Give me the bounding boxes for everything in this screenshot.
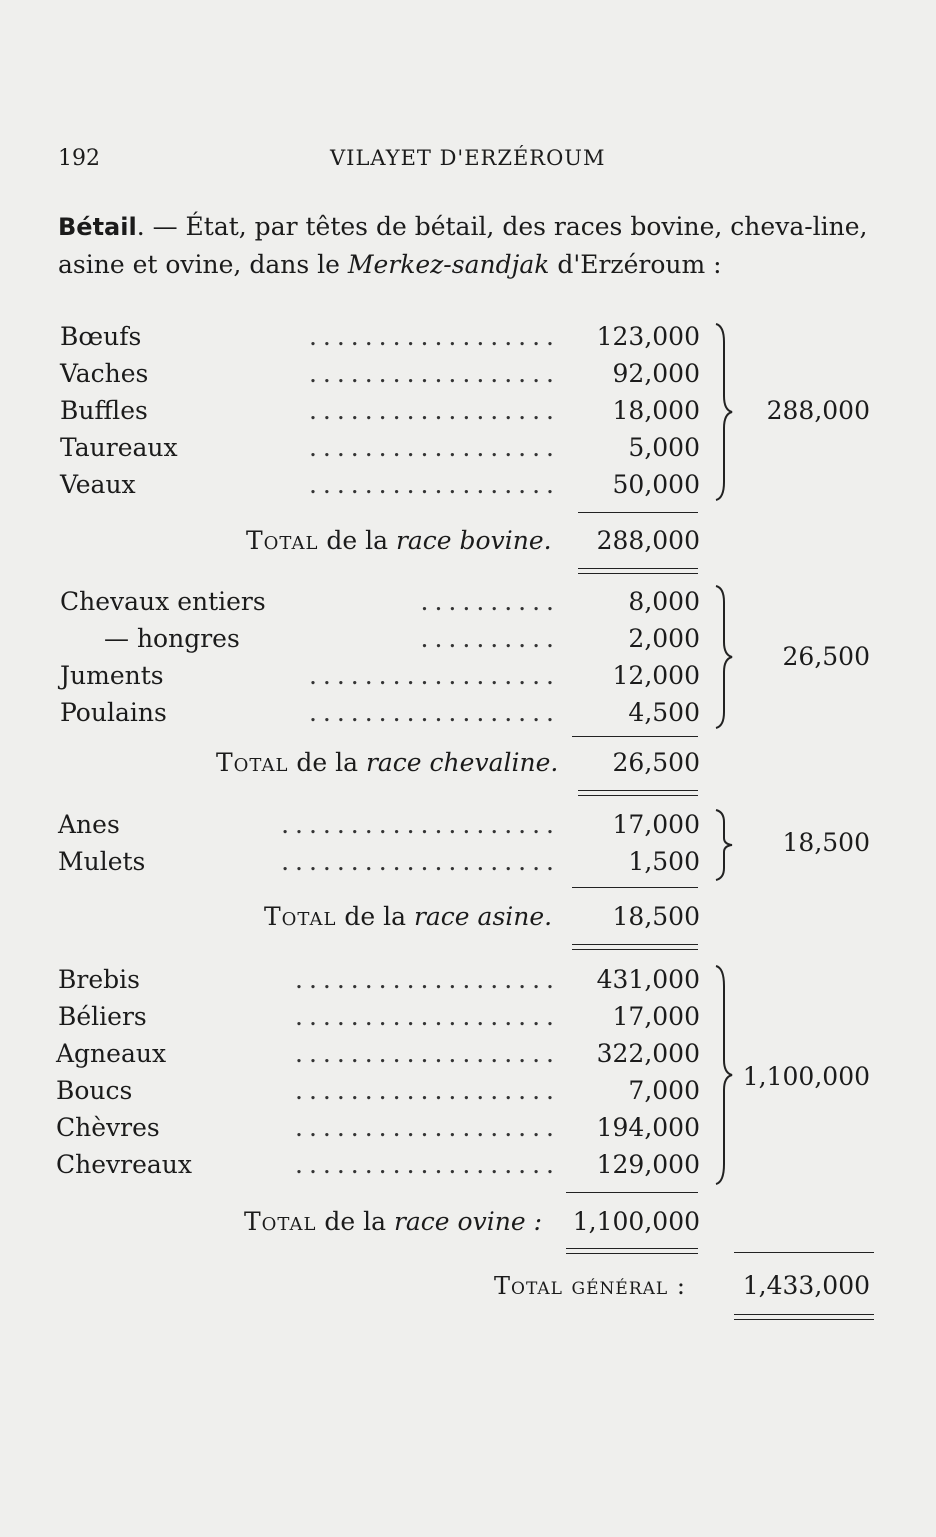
double-divider <box>578 790 698 796</box>
leader-dots: .................. <box>308 470 560 499</box>
table-row <box>0 470 936 507</box>
total-mid: de la <box>316 1207 394 1236</box>
row-value: 12,000 <box>612 661 700 690</box>
intro-text-1: . — État, par têtes de bétail, des races bovine, cheva-line, asine et ovine, dans le <box>58 212 868 279</box>
leader-dots: ................... <box>295 1113 560 1142</box>
leader-dots: ................... <box>295 1039 560 1068</box>
total-race: race asine. <box>413 902 553 931</box>
table-row <box>0 359 936 396</box>
leader-dots: .................. <box>308 698 560 727</box>
row-value: 17,000 <box>612 810 700 839</box>
subtotal-row <box>0 1207 936 1247</box>
row-value: 17,000 <box>612 1002 700 1031</box>
total-prefix: Total <box>264 902 337 931</box>
leader-dots: .................. <box>308 359 560 388</box>
row-value: 92,000 <box>612 359 700 388</box>
leader-dots: .......... <box>420 587 560 616</box>
row-label: — hongres <box>104 624 240 653</box>
subtotal-row <box>0 902 936 942</box>
row-value: 8,000 <box>628 587 700 616</box>
row-label: Agneaux <box>56 1039 167 1068</box>
table-row <box>0 433 936 470</box>
row-label: Chèvres <box>56 1113 160 1142</box>
table-row <box>0 322 936 359</box>
row-label: Bœufs <box>60 322 142 351</box>
intro-italic: Merkez-sandjak <box>347 250 550 279</box>
row-value: 1,500 <box>628 847 700 876</box>
leader-dots: .................. <box>308 661 560 690</box>
row-label: Anes <box>58 810 120 839</box>
row-label: Chevreaux <box>56 1150 192 1179</box>
row-value: 2,000 <box>628 624 700 653</box>
brace-total: 288,000 <box>766 396 870 425</box>
row-value: 123,000 <box>596 322 700 351</box>
row-label: Béliers <box>58 1002 147 1031</box>
total-race: race chevaline. <box>365 748 559 777</box>
leader-dots: .................. <box>308 433 560 462</box>
row-value: 5,000 <box>628 433 700 462</box>
total-race: race ovine : <box>393 1207 542 1236</box>
total-race: race bovine. <box>395 526 552 555</box>
row-label: Vaches <box>60 359 149 388</box>
subtotal-row <box>0 526 936 566</box>
row-value: 322,000 <box>596 1039 700 1068</box>
leader-dots: .................. <box>308 322 560 351</box>
row-label: Mulets <box>58 847 146 876</box>
brace-icon <box>710 584 740 730</box>
double-divider <box>578 568 698 574</box>
divider <box>572 887 698 888</box>
row-label: Brebis <box>58 965 140 994</box>
total-prefix: Total <box>246 526 319 555</box>
row-label: Juments <box>60 661 164 690</box>
table-row <box>0 1150 936 1187</box>
row-value: 4,500 <box>628 698 700 727</box>
row-label: Boucs <box>56 1076 133 1105</box>
subtotal-value: 288,000 <box>596 526 700 555</box>
total-mid: de la <box>336 902 414 931</box>
table-row <box>0 965 936 1002</box>
leader-dots: .................... <box>281 810 560 839</box>
divider <box>734 1252 874 1253</box>
brace-icon <box>710 808 740 882</box>
row-label: Poulains <box>60 698 167 727</box>
subtotal-label <box>244 1207 542 1236</box>
leader-dots: .......... <box>420 624 560 653</box>
divider <box>566 1192 698 1193</box>
subtotal-label <box>246 526 552 555</box>
grand-total-value: 1,433,000 <box>742 1271 870 1300</box>
divider <box>578 512 698 513</box>
row-label: Buffles <box>60 396 148 425</box>
row-value: 431,000 <box>596 965 700 994</box>
subtotal-value: 18,500 <box>612 902 700 931</box>
subtotal-label <box>216 748 558 777</box>
grand-total-label: Total général : <box>494 1272 686 1300</box>
total-prefix: Total <box>216 748 289 777</box>
subtotal-value: 1,100,000 <box>572 1207 700 1236</box>
total-prefix: Total <box>244 1207 317 1236</box>
table-row <box>0 698 936 735</box>
leader-dots: ................... <box>295 1002 560 1031</box>
brace-total: 26,500 <box>782 642 870 671</box>
brace-icon <box>710 322 740 502</box>
brace-total: 1,100,000 <box>742 1062 870 1091</box>
brace-total: 18,500 <box>782 828 870 857</box>
leader-dots: ................... <box>295 965 560 994</box>
double-divider <box>566 1248 698 1254</box>
leader-dots: ................... <box>295 1150 560 1179</box>
subtotal-row <box>0 748 936 788</box>
row-value: 194,000 <box>596 1113 700 1142</box>
row-value: 50,000 <box>612 470 700 499</box>
intro-lead: Bétail <box>58 213 137 241</box>
row-label: Taureaux <box>60 433 178 462</box>
divider <box>572 736 698 737</box>
total-mid: de la <box>318 526 396 555</box>
intro-paragraph <box>58 208 878 283</box>
double-divider <box>572 944 698 950</box>
brace-icon <box>710 964 740 1186</box>
row-value: 18,000 <box>612 396 700 425</box>
row-value: 7,000 <box>628 1076 700 1105</box>
intro-text-2: d'Erzéroum : <box>549 250 722 279</box>
table-row <box>0 587 936 624</box>
subtotal-value: 26,500 <box>612 748 700 777</box>
leader-dots: ................... <box>295 1076 560 1105</box>
row-value: 129,000 <box>596 1150 700 1179</box>
table-row <box>0 1002 936 1039</box>
double-divider <box>734 1314 874 1320</box>
leader-dots: .................. <box>308 396 560 425</box>
leader-dots: .................... <box>281 847 560 876</box>
total-mid: de la <box>288 748 366 777</box>
page-number: 192 <box>58 146 100 171</box>
table-row <box>0 1113 936 1150</box>
page-title: VILAYET D'ERZÉROUM <box>330 146 606 170</box>
row-label: Veaux <box>60 470 136 499</box>
subtotal-label <box>264 902 552 931</box>
row-label: Chevaux entiers <box>60 587 266 616</box>
